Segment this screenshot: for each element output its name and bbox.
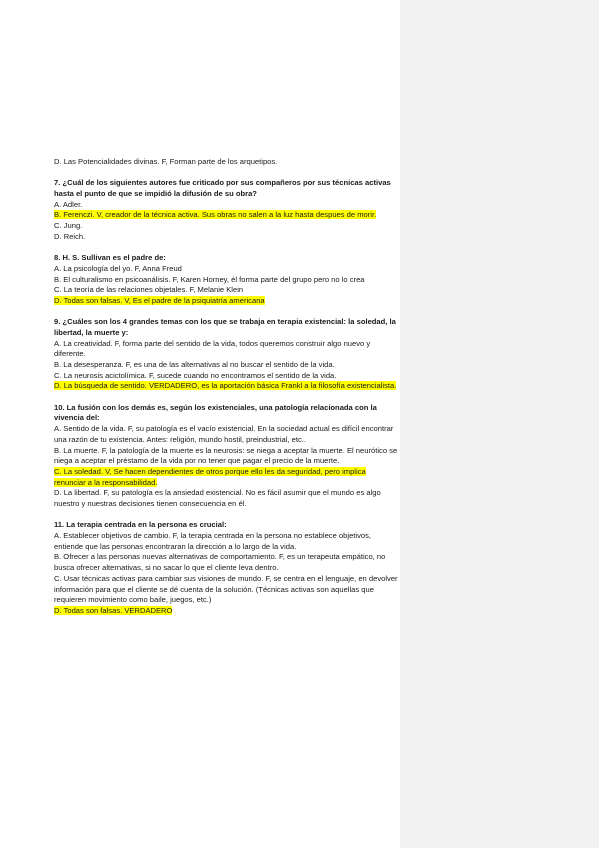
comments-margin-pane (400, 0, 599, 848)
highlight: C. La soledad. V, Se hacen dependientes de otros porque ello les da seguridad, pero implica renunciar a la responsabilidad. (54, 466, 366, 487)
highlight: B. Ferenczi. V, creador de la técnica activa. Sus obras no salen a la luz hasta despues de morir. (54, 210, 377, 220)
answer-option: B. El culturalismo en psicoanálisis. F, Karen Horney, él forma parte del grupo pero no lo crea (54, 274, 365, 284)
answer-option-highlighted (54, 467, 399, 488)
question-title: 9. ¿Cuáles son los 4 grandes temas con los que se trabaja en terapia existencial: la soledad, la libertad, la muerte y: (54, 317, 396, 337)
answer-option: D. Reich. (54, 231, 86, 241)
highlight: D. La búsqueda de sentido. VERDADERO, es la aportación básica Frankl a la filosofía existencialista. (54, 381, 397, 391)
question-10 (54, 403, 399, 510)
question-title: 10. La fusión con los demás es, según los existenciales, una patología relacionada con la vivencia del: (54, 402, 377, 423)
question-7 (54, 178, 399, 242)
answer-option: A. Adler. (54, 199, 83, 209)
previous-question-option: D. Las Potencialidades divinas. F, Forman parte de los arquetipos. (54, 157, 278, 166)
answer-option-highlighted (54, 381, 399, 392)
answer-option: C. Jung. (54, 221, 83, 231)
question-title: 8. H. S. Sullivan es el padre de: (54, 253, 166, 263)
question-11 (54, 520, 399, 616)
answer-option: C. La neurosis acictolímica. F, sucede cuando no encontramos el sentido de la vida. (54, 370, 337, 380)
answer-option: B. Ofrecer a las personas nuevas alternativas de comportamiento. F, es un terapeuta empático, no busca ofrecer alternativas, si no sacar lo que el cliente leva dentro. (54, 552, 386, 573)
question-title: 7. ¿Cuál de los siguientes autores fue criticado por sus compañeros por sus técnicas activas hasta el punto de que se impidió la difusión de su obra? (54, 178, 391, 198)
highlight: D. Todas son falsas. VERDADERO (54, 605, 173, 615)
answer-option: D. La libertad. F, su patología es la ansiedad existencial. No es fácil asumir que el mundo es algo nuestro y nuestras decisiones tienen consecuencia en él. (54, 488, 381, 509)
answer-option: A. Sentido de la vida. F, su patología es el vacío existencial. En la sociedad actual es difícil encontrar una razón de tu existencia. Antes: religión, mundo hostil, preindustrial, etc.. (54, 424, 394, 444)
answer-option: A. Establecer objetivos de cambio. F, la terapia centrada en la persona no establece objetivos, entiende que las personas encontraran la dirección a lo largo de la vida. (54, 531, 372, 551)
question-8 (54, 253, 399, 307)
question-title: 11. La terapia centrada en la persona es crucial: (54, 520, 227, 530)
answer-option-highlighted (54, 296, 399, 307)
highlight: D. Todas son falsas. V, Es el padre de la psiquiatría americana (54, 295, 265, 305)
answer-option-highlighted (54, 210, 399, 221)
answer-option-highlighted (54, 606, 399, 617)
answer-option: B. La desesperanza. F, es una de las alternativas al no buscar el sentido de la vida. (54, 360, 335, 370)
answer-option: C. Usar técnicas activas para cambiar sus visiones de mundo. F, se centra en el lenguaje, en devolver información para que el cliente se dé cuenta de la solución. (Técnicas activas son aquellas que requieren movimiento como baile, juegos, etc.) (54, 573, 398, 605)
answer-option: A. La psicología del yo. F, Anna Freud (54, 263, 182, 273)
answer-option: A. La creatividad. F, forma parte del sentido de la vida, todos queremos construir algo nuevo y diferente. (54, 338, 371, 359)
document-body (54, 157, 399, 617)
answer-option: C. La teoría de las relaciones objetales. F, Melanie Klein (54, 285, 244, 295)
question-9 (54, 317, 399, 392)
answer-option: B. La muerte. F, la patología de la muerte es la neurosis: se niega a aceptar la muerte. El neurótico se niega a aceptar el préstamo de la vida por no tener que pagar el precio de la muerte. (54, 445, 398, 466)
